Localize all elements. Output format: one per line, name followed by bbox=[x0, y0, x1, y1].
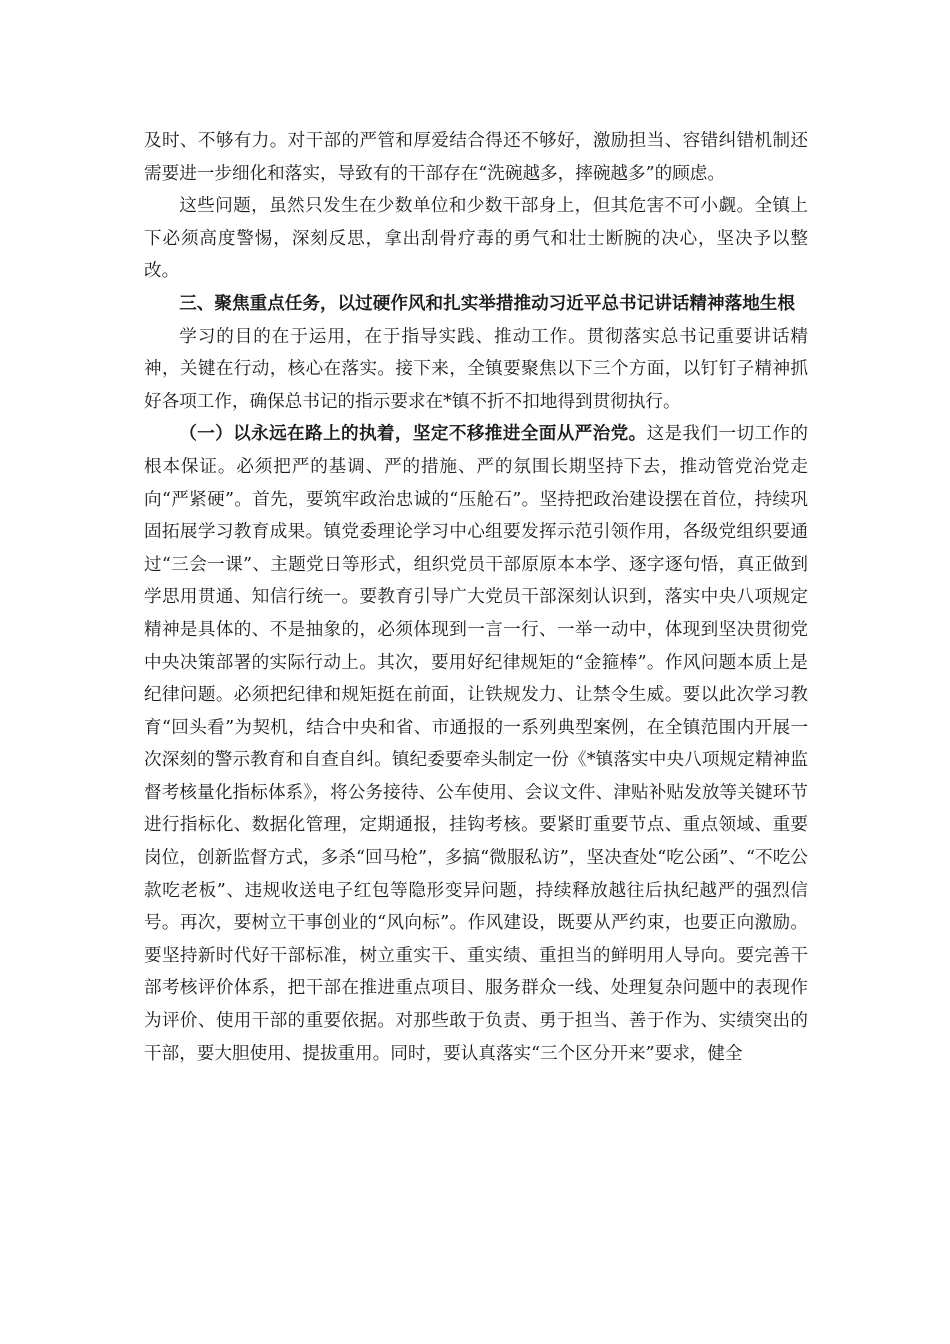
paragraph-problems-summary: 这些问题，虽然只发生在少数单位和少数干部身上，但其危害不可小觑。全镇上下必须高度警惕，深刻反思，拿出刮骨疗毒的勇气和壮士断腕的决心，坚决予以整改。 bbox=[144, 196, 808, 282]
subsection-body-1: 这是我们一切工作的根本保证。必须把严的基调、严的措施、严的氛围长期坚持下去，推动管党治党走向“严紧硬”。首先，要筑牢政治忠诚的“压舱石”。坚持把政治建设摆在首位，持续巩固拓展学习教育成果。镇党委理论学习中心组要发挥示范引领作用，各级党组织要通过“三会一课”、主题党日等形式，组织党员干部原原本本学、逐字逐句悟，真正做到学思用贯通、知信行统一。要教育引导广大党员干部深刻认识到，落实中央八项规定精神是具体的、不是抽象的，必须体现到一言一行、一举一动中，体现到坚决贯彻党中央决策部署的实际行动上。其次，要用好纪律规矩的“金箍棒”。作风问题本质上是纪律问题。必须把纪律和规矩挺在前面，让铁规发力、让禁令生威。要以此次学习教育“回头看”为契机，结合中央和省、市通报的一系列典型案例，在全镇范围内开展一次深刻的警示教育和自查自纠。镇纪委要牵头制定一份《*镇落实中央八项规定精神监督考核量化指标体系》，将公务接待、公车使用、会议文件、津贴补贴发放等关键环节进行指标化、数据化管理，定期通报，挂钩考核。要紧盯重要节点、重点领域、重要岗位，创新监督方式，多杀“回马枪”，多搞“微服私访”，坚决查处“吃公函”、“不吃公款吃老板”、违规收送电子红包等隐形变异问题，持续释放越往后执纪越严的强烈信号。再次，要树立干事创业的“风向标”。作风建设，既要从严约束，也要正向激励。要坚持新时代好干部标准，树立重实干、重实绩、重担当的鲜明用人导向。要完善干部考核评价体系，把干部在推进重点项目、服务群众一线、处理复杂问题中的表现作为评价、使用干部的重要依据。对那些敢于负责、勇于担当、善于作为、实绩突出的干部，要大胆使用、提拔重用。同时，要认真落实“三个区分开来”要求，健全 bbox=[144, 424, 808, 1064]
subsection-title-1: （一）以永远在路上的执着，坚定不移推进全面从严治党。 bbox=[179, 423, 647, 445]
paragraph-section-intro: 学习的目的在于运用，在于指导实践、推动工作。贯彻落实总书记重要讲话精神，关键在行动，核心在落实。接下来，全镇要聚焦以下三个方面，以钉钉子精神抓好各项工作，确保总书记的指示要求在*镇不折不扣地得到贯彻执行。 bbox=[144, 326, 808, 412]
section-heading-3: 三、聚焦重点任务，以过硬作风和扎实举措推动习近平总书记讲话精神落地生根 bbox=[179, 292, 795, 314]
paragraph-subsection-1 bbox=[144, 418, 808, 1070]
document-page bbox=[144, 125, 808, 1070]
paragraph-continuation: 及时、不够有力。对干部的严管和厚爱结合得还不够好，激励担当、容错纠错机制还需要进一步细化和落实，导致有的干部存在“洗碗越多，摔碗越多”的顾虑。 bbox=[144, 131, 808, 184]
